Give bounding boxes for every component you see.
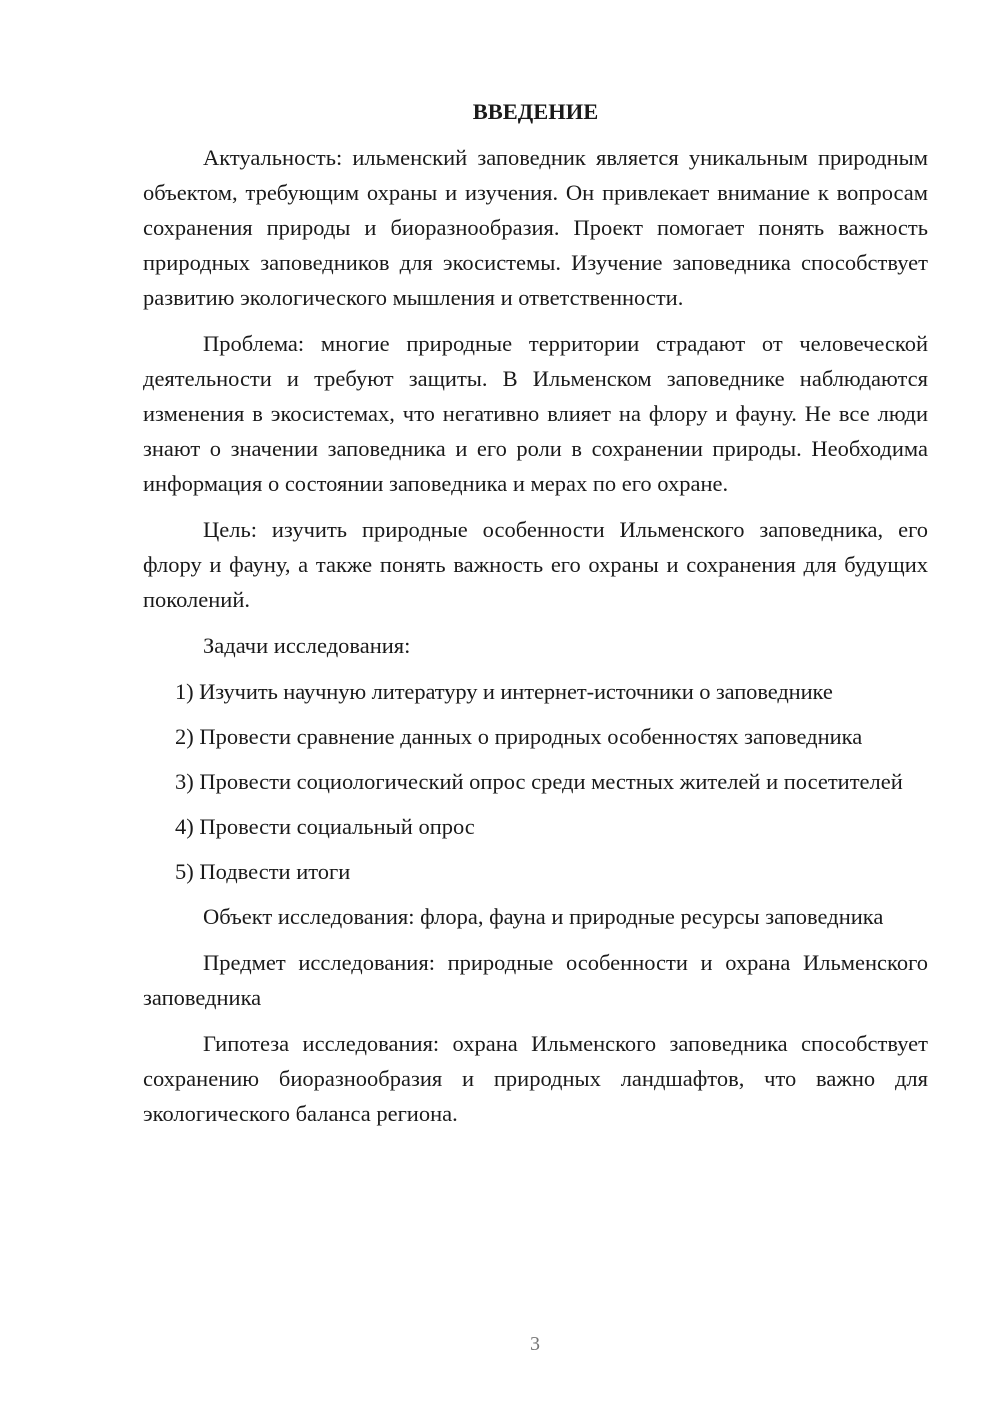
paragraph-tasks-heading: Задачи исследования:: [203, 633, 411, 658]
task-item-4: 4) Провести социальный опрос: [175, 814, 475, 839]
paragraph-problem: Проблема: многие природные территории страдают от человеческой деятельности и требуют защиты. В Ильменском заповеднике наблюдаются изменения в экосистемах, что негативно влияет на флору и фауну. Не все люди знают о значении заповедника и его роли в сохранении природы. Необходима информация о состоянии заповедника и мерах по его охране.: [143, 331, 928, 496]
task-item-2: 2) Провести сравнение данных о природных особенностях заповедника: [175, 724, 863, 749]
paragraph-object: Объект исследования: флора, фауна и природные ресурсы заповедника: [203, 904, 884, 929]
section-title: ВВЕДЕНИЕ: [472, 99, 599, 124]
paragraph-subject: Предмет исследования: природные особенности и охрана Ильменского заповедника: [143, 950, 928, 1010]
task-item-3: 3) Провести социологический опрос среди местных жителей и посетителей: [175, 769, 903, 794]
task-item-5: 5) Подвести итоги: [175, 859, 351, 884]
paragraph-goal: Цель: изучить природные особенности Ильменского заповедника, его флору и фауну, а также понять важность его охраны и сохранения для будущих поколений.: [143, 517, 928, 612]
paragraph-relevance: Актуальность: ильменский заповедник является уникальным природным объектом, требующим охраны и изучения. Он привлекает внимание к вопросам сохранения природы и биоразнообразия. Проект помогает понять важность природных заповедников для экосистемы. Изучение заповедника способствует развитию экологического мышления и ответственности.: [143, 145, 928, 310]
page-content: [143, 94, 928, 1142]
task-item-1: 1) Изучить научную литературу и интернет-источники о заповеднике: [175, 679, 833, 704]
paragraph-hypothesis: Гипотеза исследования: охрана Ильменского заповедника способствует сохранению биоразнообразия и природных ландшафтов, что важно для экологического баланса региона.: [143, 1031, 928, 1126]
page-number: 3: [530, 1333, 540, 1355]
